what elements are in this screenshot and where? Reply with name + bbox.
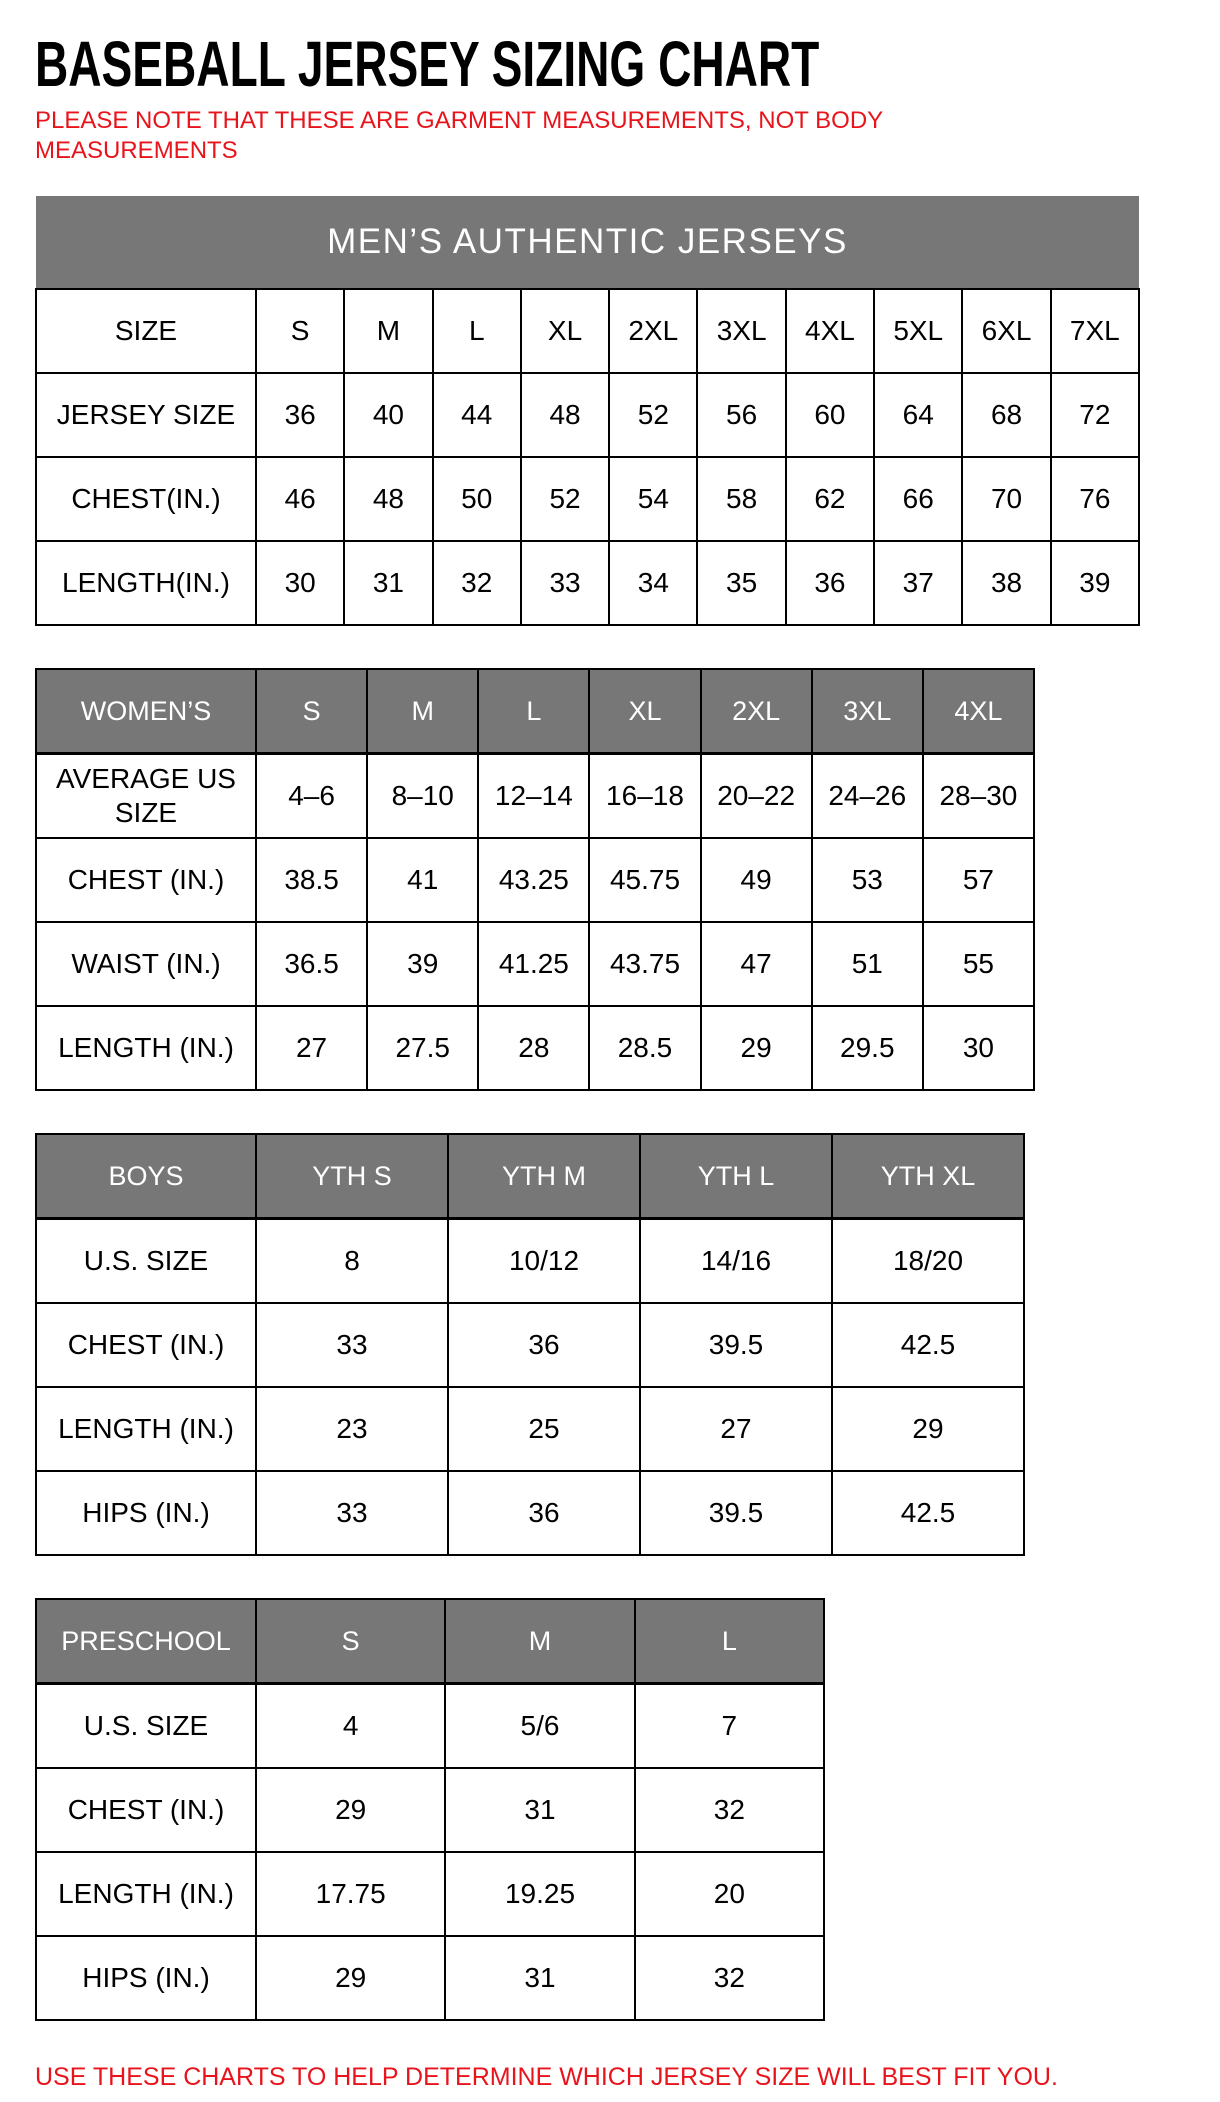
boys-col-header: YTH M xyxy=(448,1134,640,1219)
preschool-value-cell: 29 xyxy=(256,1768,445,1852)
boys-value-cell: 42.5 xyxy=(832,1303,1024,1387)
measurement-note: PLEASE NOTE THAT THESE ARE GARMENT MEASUREMENTS, NOT BODY MEASUREMENTS xyxy=(35,107,883,164)
mens-value-cell: 56 xyxy=(697,373,785,457)
mens-value-cell: 64 xyxy=(874,373,962,457)
mens-value-cell: 48 xyxy=(521,373,609,457)
boys-col-header: YTH L xyxy=(640,1134,832,1219)
boys-value-cell: 27 xyxy=(640,1387,832,1471)
mens-value-cell: 50 xyxy=(433,457,521,541)
boys-header-label: BOYS xyxy=(36,1134,256,1219)
preschool-value-cell: 5/6 xyxy=(445,1684,634,1769)
boys-col-header: YTH S xyxy=(256,1134,448,1219)
footer-note: USE THESE CHARTS TO HELP DETERMINE WHICH JERSEY SIZE WILL BEST FIT YOU. xyxy=(35,2063,1058,2091)
womens-value-cell: 20–22 xyxy=(701,754,812,839)
mens-value-cell: 70 xyxy=(962,457,1050,541)
womens-value-cell: 51 xyxy=(812,922,923,1006)
preschool-value-cell: 20 xyxy=(635,1852,824,1936)
boys-header-row xyxy=(36,1134,1024,1219)
boys-value-cell: 33 xyxy=(256,1471,448,1555)
boys-row xyxy=(36,1219,1024,1304)
preschool-col-header: L xyxy=(635,1599,824,1684)
mens-value-cell: 48 xyxy=(344,457,432,541)
womens-row xyxy=(36,754,1034,839)
boys-sizing-table xyxy=(35,1133,1025,1556)
boys-value-cell: 18/20 xyxy=(832,1219,1024,1304)
boys-value-cell: 29 xyxy=(832,1387,1024,1471)
boys-row-label: U.S. SIZE xyxy=(36,1219,256,1304)
boys-value-cell: 39.5 xyxy=(640,1471,832,1555)
mens-value-cell: 34 xyxy=(609,541,697,625)
mens-value-cell: 5XL xyxy=(874,289,962,373)
womens-value-cell: 45.75 xyxy=(589,838,700,922)
womens-value-cell: 28.5 xyxy=(589,1006,700,1090)
womens-value-cell: 43.75 xyxy=(589,922,700,1006)
preschool-header-row xyxy=(36,1599,824,1684)
womens-value-cell: 43.25 xyxy=(478,838,589,922)
mens-banner: MEN’S AUTHENTIC JERSEYS xyxy=(36,196,1139,289)
boys-value-cell: 42.5 xyxy=(832,1471,1024,1555)
boys-value-cell: 14/16 xyxy=(640,1219,832,1304)
boys-row xyxy=(36,1303,1024,1387)
womens-value-cell: 30 xyxy=(923,1006,1034,1090)
preschool-sizing-table xyxy=(35,1598,825,2021)
mens-row xyxy=(36,373,1139,457)
mens-value-cell: L xyxy=(433,289,521,373)
mens-value-cell: 31 xyxy=(344,541,432,625)
preschool-value-cell: 7 xyxy=(635,1684,824,1769)
mens-row xyxy=(36,541,1139,625)
womens-col-header: 2XL xyxy=(701,669,812,754)
womens-row xyxy=(36,838,1034,922)
preschool-value-cell: 32 xyxy=(635,1936,824,2020)
mens-value-cell: 76 xyxy=(1051,457,1139,541)
mens-value-cell: 46 xyxy=(256,457,344,541)
preschool-row xyxy=(36,1936,824,2020)
mens-row-label: LENGTH(IN.) xyxy=(36,541,256,625)
preschool-col-header: M xyxy=(445,1599,634,1684)
womens-col-header: S xyxy=(256,669,367,754)
mens-row xyxy=(36,289,1139,373)
preschool-value-cell: 31 xyxy=(445,1768,634,1852)
womens-value-cell: 24–26 xyxy=(812,754,923,839)
mens-value-cell: 3XL xyxy=(697,289,785,373)
preschool-col-header: S xyxy=(256,1599,445,1684)
womens-value-cell: 47 xyxy=(701,922,812,1006)
boys-row xyxy=(36,1387,1024,1471)
mens-banner-row xyxy=(36,196,1139,289)
womens-row-label: CHEST (IN.) xyxy=(36,838,256,922)
boys-value-cell: 10/12 xyxy=(448,1219,640,1304)
mens-value-cell: 37 xyxy=(874,541,962,625)
preschool-value-cell: 4 xyxy=(256,1684,445,1769)
mens-sizing-table xyxy=(35,196,1140,626)
womens-value-cell: 27.5 xyxy=(367,1006,478,1090)
womens-value-cell: 8–10 xyxy=(367,754,478,839)
preschool-value-cell: 31 xyxy=(445,1936,634,2020)
womens-row-label: AVERAGE US SIZE xyxy=(36,754,256,839)
mens-value-cell: 68 xyxy=(962,373,1050,457)
mens-value-cell: 38 xyxy=(962,541,1050,625)
womens-row-label: LENGTH (IN.) xyxy=(36,1006,256,1090)
boys-value-cell: 8 xyxy=(256,1219,448,1304)
womens-value-cell: 57 xyxy=(923,838,1034,922)
womens-sizing-table xyxy=(35,668,1035,1091)
womens-row-label: WAIST (IN.) xyxy=(36,922,256,1006)
preschool-row-label: HIPS (IN.) xyxy=(36,1936,256,2020)
mens-value-cell: 52 xyxy=(609,373,697,457)
preschool-row xyxy=(36,1768,824,1852)
mens-row-label: SIZE xyxy=(36,289,256,373)
mens-value-cell: 4XL xyxy=(786,289,874,373)
page-title-text: BASEBALL JERSEY SIZING CHART xyxy=(35,28,820,100)
preschool-header-label: PRESCHOOL xyxy=(36,1599,256,1684)
mens-row-label: JERSEY SIZE xyxy=(36,373,256,457)
preschool-row xyxy=(36,1852,824,1936)
mens-value-cell: M xyxy=(344,289,432,373)
mens-value-cell: XL xyxy=(521,289,609,373)
mens-value-cell: 6XL xyxy=(962,289,1050,373)
mens-value-cell: 36 xyxy=(786,541,874,625)
mens-value-cell: S xyxy=(256,289,344,373)
preschool-row xyxy=(36,1684,824,1769)
mens-value-cell: 36 xyxy=(256,373,344,457)
womens-value-cell: 49 xyxy=(701,838,812,922)
womens-value-cell: 28–30 xyxy=(923,754,1034,839)
preschool-row-label: LENGTH (IN.) xyxy=(36,1852,256,1936)
mens-row-label: CHEST(IN.) xyxy=(36,457,256,541)
mens-row xyxy=(36,457,1139,541)
mens-value-cell: 30 xyxy=(256,541,344,625)
womens-header-row xyxy=(36,669,1034,754)
boys-value-cell: 25 xyxy=(448,1387,640,1471)
boys-col-header: YTH XL xyxy=(832,1134,1024,1219)
mens-value-cell: 32 xyxy=(433,541,521,625)
mens-value-cell: 72 xyxy=(1051,373,1139,457)
womens-value-cell: 12–14 xyxy=(478,754,589,839)
preschool-value-cell: 19.25 xyxy=(445,1852,634,1936)
womens-value-cell: 29.5 xyxy=(812,1006,923,1090)
mens-value-cell: 39 xyxy=(1051,541,1139,625)
womens-value-cell: 53 xyxy=(812,838,923,922)
preschool-row-label: U.S. SIZE xyxy=(36,1684,256,1769)
womens-col-header: L xyxy=(478,669,589,754)
preschool-value-cell: 29 xyxy=(256,1936,445,2020)
preschool-row-label: CHEST (IN.) xyxy=(36,1768,256,1852)
preschool-value-cell: 17.75 xyxy=(256,1852,445,1936)
womens-col-header: M xyxy=(367,669,478,754)
boys-row-label: CHEST (IN.) xyxy=(36,1303,256,1387)
boys-value-cell: 36 xyxy=(448,1471,640,1555)
mens-value-cell: 62 xyxy=(786,457,874,541)
womens-value-cell: 41 xyxy=(367,838,478,922)
mens-value-cell: 52 xyxy=(521,457,609,541)
womens-value-cell: 16–18 xyxy=(589,754,700,839)
womens-value-cell: 4–6 xyxy=(256,754,367,839)
page-title xyxy=(35,28,1185,100)
mens-value-cell: 44 xyxy=(433,373,521,457)
womens-value-cell: 27 xyxy=(256,1006,367,1090)
womens-value-cell: 41.25 xyxy=(478,922,589,1006)
womens-header-label: WOMEN’S xyxy=(36,669,256,754)
womens-col-header: 3XL xyxy=(812,669,923,754)
mens-value-cell: 58 xyxy=(697,457,785,541)
boys-value-cell: 33 xyxy=(256,1303,448,1387)
womens-value-cell: 36.5 xyxy=(256,922,367,1006)
boys-value-cell: 23 xyxy=(256,1387,448,1471)
womens-value-cell: 28 xyxy=(478,1006,589,1090)
mens-value-cell: 60 xyxy=(786,373,874,457)
boys-row-label: HIPS (IN.) xyxy=(36,1471,256,1555)
mens-value-cell: 40 xyxy=(344,373,432,457)
womens-row xyxy=(36,1006,1034,1090)
mens-value-cell: 7XL xyxy=(1051,289,1139,373)
womens-value-cell: 55 xyxy=(923,922,1034,1006)
womens-value-cell: 29 xyxy=(701,1006,812,1090)
boys-value-cell: 36 xyxy=(448,1303,640,1387)
mens-value-cell: 66 xyxy=(874,457,962,541)
mens-value-cell: 54 xyxy=(609,457,697,541)
womens-value-cell: 39 xyxy=(367,922,478,1006)
boys-row-label: LENGTH (IN.) xyxy=(36,1387,256,1471)
womens-col-header: 4XL xyxy=(923,669,1034,754)
womens-row xyxy=(36,922,1034,1006)
mens-value-cell: 35 xyxy=(697,541,785,625)
womens-col-header: XL xyxy=(589,669,700,754)
mens-value-cell: 2XL xyxy=(609,289,697,373)
boys-row xyxy=(36,1471,1024,1555)
boys-value-cell: 39.5 xyxy=(640,1303,832,1387)
mens-value-cell: 33 xyxy=(521,541,609,625)
preschool-value-cell: 32 xyxy=(635,1768,824,1852)
womens-value-cell: 38.5 xyxy=(256,838,367,922)
